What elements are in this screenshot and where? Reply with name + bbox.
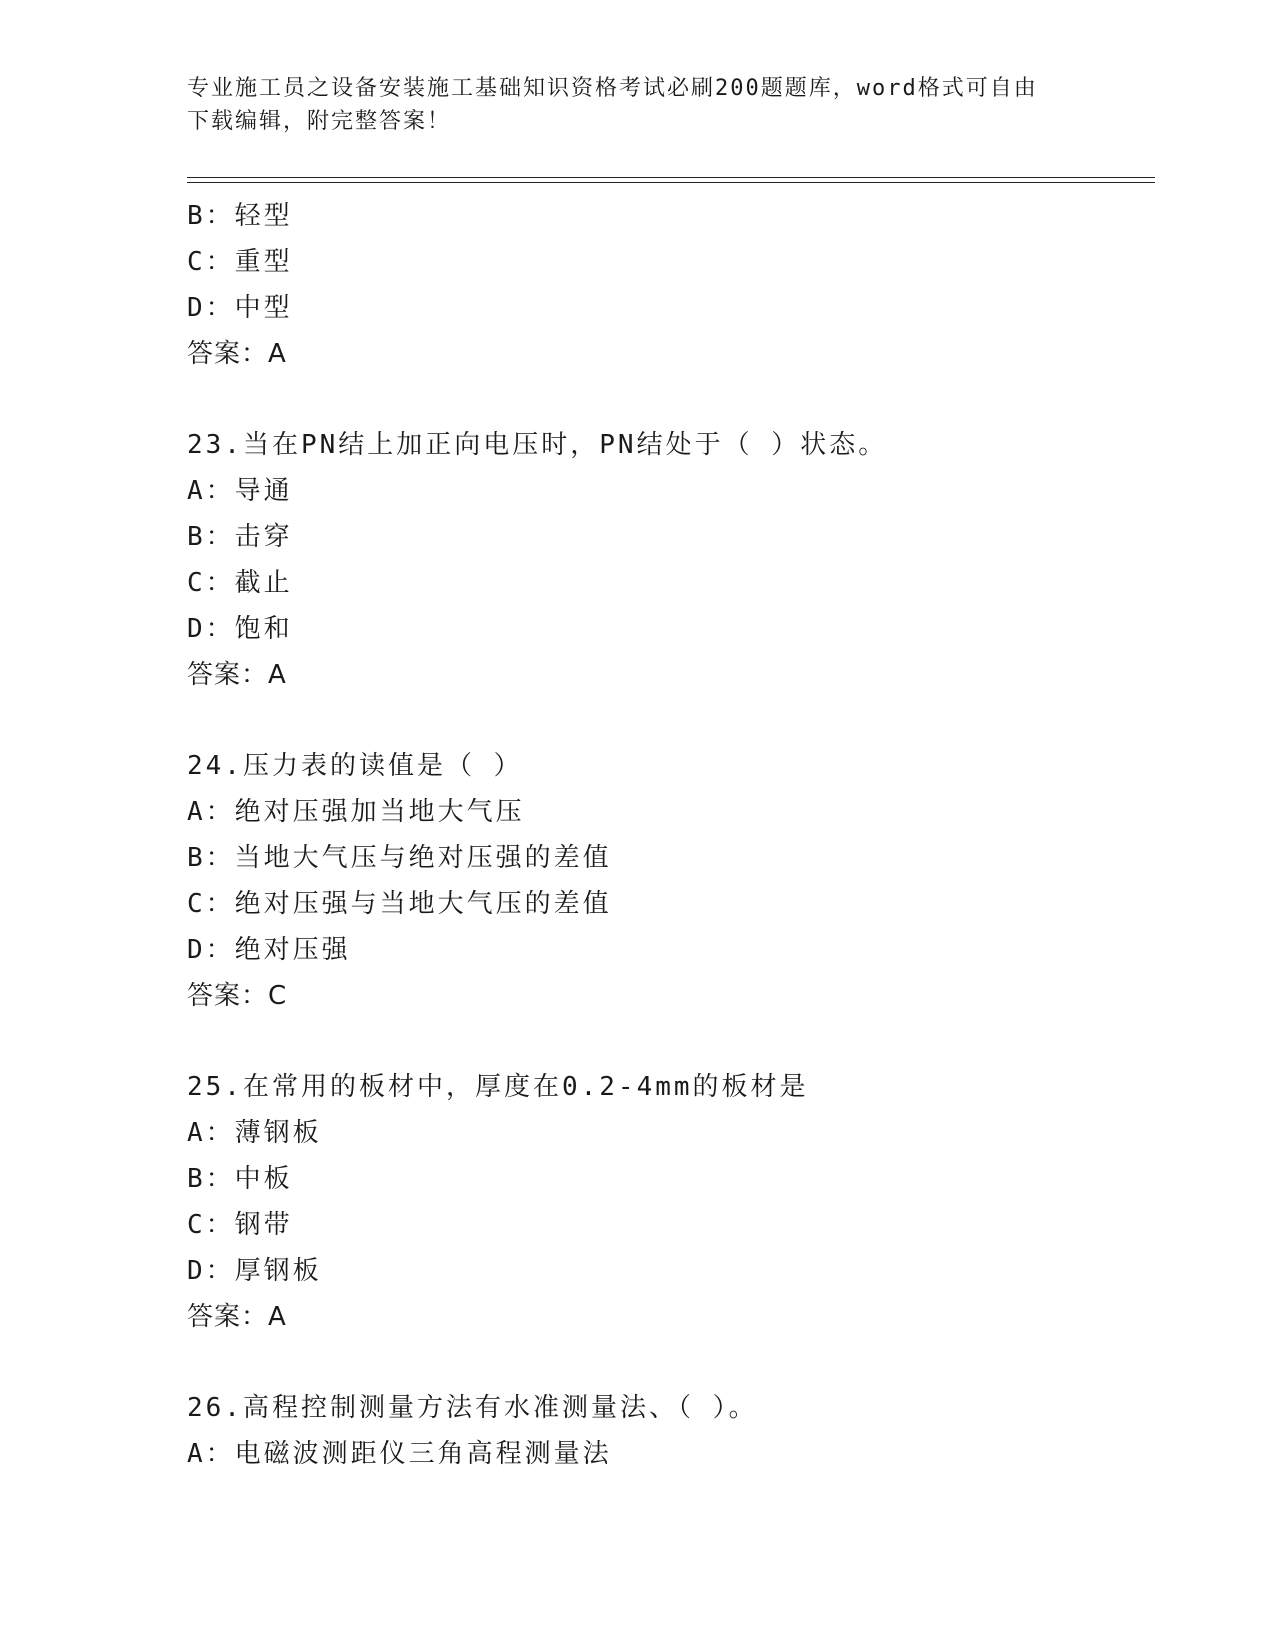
option-a: A：电磁波测距仪三角高程测量法 xyxy=(187,1439,612,1469)
option-a: A：薄钢板 xyxy=(187,1118,322,1148)
question-block-24 xyxy=(187,743,1155,1019)
answer: 答案：A xyxy=(187,339,287,369)
question-block-23 xyxy=(187,422,1155,698)
question-block-22 xyxy=(187,193,1155,377)
question-text: 26.高程控制测量方法有水准测量法、（ ）。 xyxy=(187,1393,758,1423)
question-block-26 xyxy=(187,1385,1155,1477)
option-d: D：中型 xyxy=(187,293,293,323)
header-line-1: 专业施工员之设备安装施工基础知识资格考试必刷200题题库，word格式可自由 xyxy=(187,76,1038,101)
answer: 答案：A xyxy=(187,1302,287,1332)
question-block-25 xyxy=(187,1064,1155,1340)
option-b: B：击穿 xyxy=(187,522,293,552)
option-b: B：当地大气压与绝对压强的差值 xyxy=(187,843,612,873)
option-b: B：中板 xyxy=(187,1164,293,1194)
option-c: C：绝对压强与当地大气压的差值 xyxy=(187,889,612,919)
answer: 答案：A xyxy=(187,660,287,690)
question-text: 23.当在PN结上加正向电压时，PN结处于（ ）状态。 xyxy=(187,430,888,460)
header-divider-bottom xyxy=(187,182,1155,183)
question-list xyxy=(187,193,1155,1477)
header-line-2: 下载编辑，附完整答案！ xyxy=(187,109,452,134)
question-text: 24.压力表的读值是（ ） xyxy=(187,751,523,781)
option-a: A：导通 xyxy=(187,476,293,506)
option-d: D：绝对压强 xyxy=(187,935,351,965)
option-c: C：截止 xyxy=(187,568,293,598)
document-header xyxy=(187,72,1067,138)
option-a: A：绝对压强加当地大气压 xyxy=(187,797,525,827)
option-c: C：重型 xyxy=(187,247,293,277)
option-c: C：钢带 xyxy=(187,1210,293,1240)
header-divider-top xyxy=(187,177,1155,178)
option-d: D：厚钢板 xyxy=(187,1256,322,1286)
answer: 答案：C xyxy=(187,981,288,1011)
option-d: D：饱和 xyxy=(187,614,293,644)
option-b: B：轻型 xyxy=(187,201,293,231)
question-text: 25.在常用的板材中，厚度在0.2-4mm的板材是 xyxy=(187,1072,809,1102)
